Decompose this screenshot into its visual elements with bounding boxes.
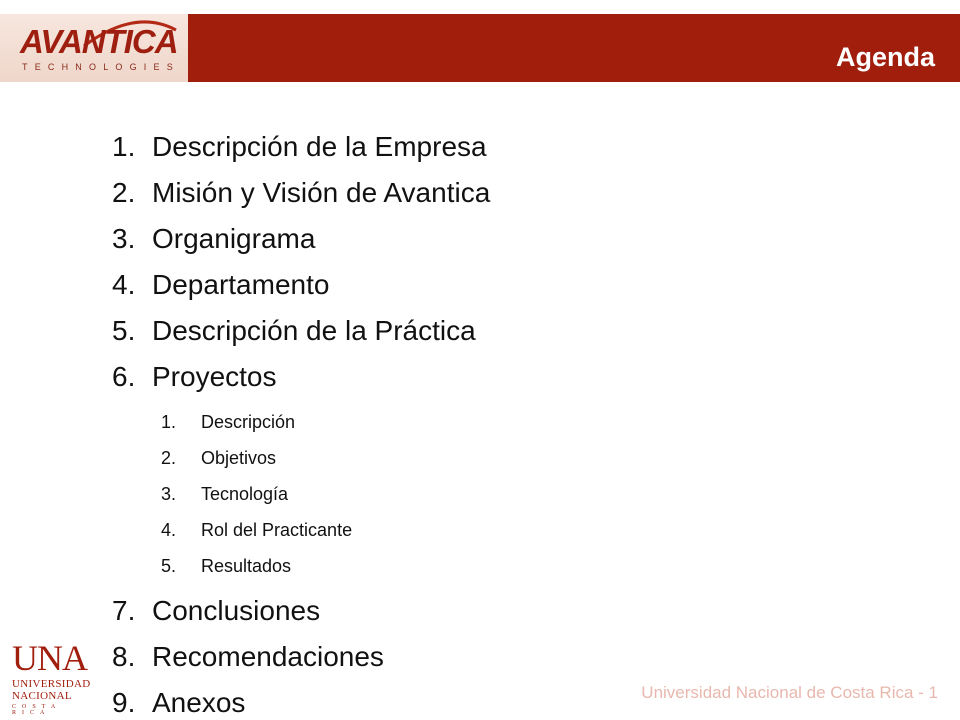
agenda-item-label: Organigrama <box>152 223 316 254</box>
agenda-item <box>112 124 792 170</box>
una-logo-wordmark: UNA <box>12 638 87 678</box>
agenda-subitem-label: Descripción <box>201 412 296 432</box>
header-bar <box>188 14 960 82</box>
agenda-subitem-number: 2. <box>161 448 177 468</box>
agenda-subitem-number: 3. <box>161 484 177 504</box>
agenda-subitem <box>112 440 792 476</box>
agenda-item-number: 6. <box>112 361 136 392</box>
agenda-item-label: Descripción de la Empresa <box>152 131 487 162</box>
agenda-item-label: Departamento <box>152 269 330 300</box>
agenda-item-label: Misión y Visión de Avantica <box>152 177 491 208</box>
agenda-subitem <box>112 476 792 512</box>
agenda-subitem-number: 5. <box>161 556 177 576</box>
footer-text: Universidad Nacional de Costa Rica - 1 <box>641 683 938 702</box>
header <box>0 14 960 82</box>
una-logo-line: NACIONAL <box>12 690 72 702</box>
agenda-item-number: 1. <box>112 131 136 162</box>
agenda-item <box>112 634 792 680</box>
agenda-subitem-label: Rol del Practicante <box>201 520 353 540</box>
agenda-item <box>112 170 792 216</box>
agenda-list <box>112 124 792 720</box>
agenda-item <box>112 308 792 354</box>
una-logo-subtext: COSTA RICA <box>12 704 61 716</box>
agenda-item-number: 7. <box>112 595 136 626</box>
agenda-item-label: Proyectos <box>152 361 277 392</box>
agenda-item <box>112 216 792 262</box>
agenda-item <box>112 354 792 400</box>
agenda-item-number: 3. <box>112 223 136 254</box>
agenda-item <box>112 262 792 308</box>
agenda-item-number: 8. <box>112 641 136 672</box>
logo-wordmark: AVANTICA <box>20 23 178 60</box>
una-logo <box>12 640 92 720</box>
agenda-item-number: 4. <box>112 269 136 300</box>
agenda-subitem <box>112 512 792 548</box>
agenda-item-number: 5. <box>112 315 136 346</box>
logo-subtext: TECHNOLOGIES <box>22 62 180 72</box>
page-title: Agenda <box>835 42 935 72</box>
agenda-subitem-number: 1. <box>161 412 177 432</box>
avantica-logo <box>0 14 188 82</box>
agenda-item-number: 2. <box>112 177 136 208</box>
agenda-item-label: Anexos <box>152 687 246 718</box>
agenda-item-label: Descripción de la Práctica <box>152 315 476 346</box>
agenda-item <box>112 588 792 634</box>
agenda-subitem-label: Objetivos <box>201 448 277 468</box>
agenda-subitem-label: Resultados <box>201 556 292 576</box>
una-logo-line: UNIVERSIDAD <box>12 678 91 690</box>
agenda-item-label: Recomendaciones <box>152 641 384 672</box>
agenda-subitem-label: Tecnología <box>201 484 289 504</box>
agenda-item-label: Conclusiones <box>152 595 321 626</box>
agenda-subitem <box>112 404 792 440</box>
agenda-item-number: 9. <box>112 687 136 718</box>
agenda-subitem-number: 4. <box>161 520 177 540</box>
agenda-subitem <box>112 548 792 584</box>
